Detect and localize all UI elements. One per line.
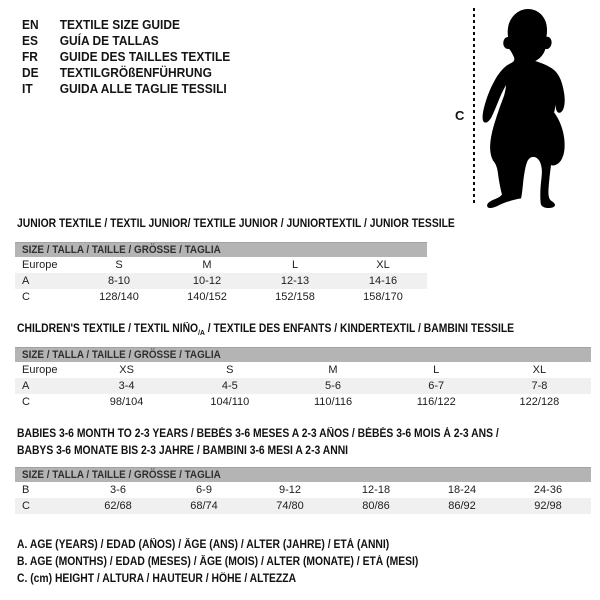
table-cell: 4-5 bbox=[221, 380, 238, 392]
language-code: EN bbox=[22, 17, 39, 32]
table-cell: 140/152 bbox=[187, 291, 227, 303]
table-cell: 92/98 bbox=[534, 500, 562, 512]
row-label: C bbox=[22, 500, 30, 512]
table-row bbox=[15, 289, 427, 305]
language-code: ES bbox=[22, 33, 38, 48]
table-cell: 122/128 bbox=[519, 396, 560, 408]
language-code: IT bbox=[22, 81, 33, 96]
baby-silhouette-icon bbox=[481, 7, 573, 209]
table-cell: 80/86 bbox=[362, 500, 390, 512]
measurement-legend bbox=[17, 537, 463, 588]
row-label: Europe bbox=[22, 259, 58, 271]
table-row bbox=[15, 362, 591, 378]
size-table-babies bbox=[15, 467, 591, 514]
size-table-junior bbox=[15, 242, 427, 305]
table-cell: L bbox=[433, 364, 440, 376]
language-code: FR bbox=[22, 49, 38, 64]
row-label: A bbox=[22, 380, 30, 392]
table-cell: XS bbox=[119, 364, 134, 376]
table-cell: 128/140 bbox=[99, 291, 139, 303]
table-cell: 110/116 bbox=[313, 396, 353, 408]
table-row bbox=[15, 273, 427, 289]
height-measure-line bbox=[473, 8, 475, 206]
table-cell: 74/80 bbox=[276, 500, 304, 512]
language-row bbox=[22, 17, 230, 33]
language-row bbox=[22, 33, 230, 49]
language-row bbox=[22, 49, 230, 65]
guide-title: GUÍA DE TALLAS bbox=[59, 33, 159, 48]
section-title-babies bbox=[17, 426, 552, 460]
table-cell: 3-4 bbox=[118, 380, 135, 392]
language-row bbox=[22, 81, 230, 97]
table-cell: M bbox=[202, 259, 212, 271]
table-cell: 9-12 bbox=[278, 484, 302, 496]
table-row bbox=[15, 482, 591, 498]
table-cell: 8-10 bbox=[107, 275, 131, 287]
legend-line-c: C. (cm) HEIGHT / ALTURA / HAUTEUR / HÖHE / ALTEZZA bbox=[17, 573, 297, 585]
row-label: Europe bbox=[22, 364, 58, 376]
section-title-children bbox=[17, 321, 569, 338]
section-title-text: BABYS 3-6 MONATE BIS 2-3 JAHRE / BAMBINI 3-6 MESI A 2-3 ANNI bbox=[17, 445, 349, 457]
table-cell: 24-36 bbox=[533, 484, 563, 496]
table-cell: 68/74 bbox=[190, 500, 218, 512]
language-header bbox=[22, 17, 230, 97]
table-cell: L bbox=[291, 259, 299, 271]
table-cell: 3-6 bbox=[110, 484, 126, 496]
table-cell: 10-12 bbox=[192, 275, 222, 287]
table-cell: 12-13 bbox=[280, 275, 310, 287]
size-table-header: SIZE / TALLA / TAILLE / GRÖSSE / TAGLIA bbox=[15, 347, 591, 362]
legend-line-a: A. AGE (YEARS) / EDAD (AÑOS) / ÂGE (ANS) / ALTER (JAHRE) / ETÀ (ANNI) bbox=[17, 539, 390, 551]
table-cell: 104/110 bbox=[210, 396, 250, 408]
legend-line-b: B. AGE (MONTHS) / EDAD (MESES) / ÂGE (MOIS) / ALTER (MONATE) / ETÀ (MESI) bbox=[17, 556, 419, 568]
guide-title: GUIDA ALLE TAGLIE TESSILI bbox=[59, 81, 227, 96]
table-cell: 5-6 bbox=[325, 380, 341, 392]
table-cell: 7-8 bbox=[531, 380, 548, 392]
language-code: DE bbox=[22, 65, 39, 80]
row-label: C bbox=[22, 291, 30, 303]
row-label: C bbox=[22, 396, 30, 408]
table-row bbox=[15, 378, 591, 394]
section-title-junior bbox=[17, 216, 503, 233]
title-subscript: /A bbox=[198, 327, 205, 337]
section-title-text: CHILDREN'S TEXTILE / TEXTIL $NIÑO_{/A}$ / TEXTILE DES ENFANTS / KINDERTEXTIL / BAMBINI TESSILE bbox=[17, 323, 515, 337]
language-row bbox=[22, 65, 230, 81]
guide-title: TEXTILE SIZE GUIDE bbox=[59, 17, 181, 32]
table-cell: S bbox=[115, 259, 123, 271]
section-title-text: JUNIOR TEXTILE / TEXTIL JUNIOR/ TEXTILE JUNIOR / JUNIORTEXTIL / JUNIOR TESSILE bbox=[17, 218, 455, 230]
table-cell: 12-18 bbox=[361, 484, 391, 496]
table-row bbox=[15, 394, 591, 410]
table-cell: 62/68 bbox=[104, 500, 132, 512]
table-cell: XL bbox=[532, 364, 547, 376]
table-cell: S bbox=[226, 364, 234, 376]
table-cell: 116/122 bbox=[416, 396, 456, 408]
table-cell: 98/104 bbox=[109, 396, 144, 408]
table-cell: XL bbox=[376, 259, 390, 271]
size-table-header: SIZE / TALLA / TAILLE / GRÖSSE / TAGLIA bbox=[15, 467, 591, 482]
size-table-children bbox=[15, 347, 591, 410]
height-measure-label: C bbox=[455, 108, 465, 123]
row-label: B bbox=[22, 484, 30, 496]
table-cell: M bbox=[328, 364, 338, 376]
table-row bbox=[15, 257, 427, 273]
section-title-text: BABIES 3-6 MONTH TO 2-3 YEARS / BEBÉS 3-6 MESES A 2-3 AÑOS / BÉBÉS 3-6 MOIS À 2-3 ANS / bbox=[17, 428, 499, 440]
table-cell: 6-9 bbox=[196, 484, 212, 496]
table-row bbox=[15, 498, 591, 514]
size-table-header: SIZE / TALLA / TAILLE / GRÖSSE / TAGLIA bbox=[15, 242, 427, 257]
row-label: A bbox=[22, 275, 30, 287]
guide-title: GUIDE DES TAILLES TEXTILE bbox=[59, 49, 231, 64]
table-cell: 158/170 bbox=[363, 291, 403, 303]
table-cell: 6-7 bbox=[428, 380, 445, 392]
table-cell: 14-16 bbox=[368, 275, 398, 287]
table-cell: 86/92 bbox=[448, 500, 476, 512]
guide-title: TEXTILGRÖßENFÜHRUNG bbox=[59, 65, 212, 80]
table-cell: 18-24 bbox=[447, 484, 477, 496]
table-cell: 152/158 bbox=[275, 291, 315, 303]
